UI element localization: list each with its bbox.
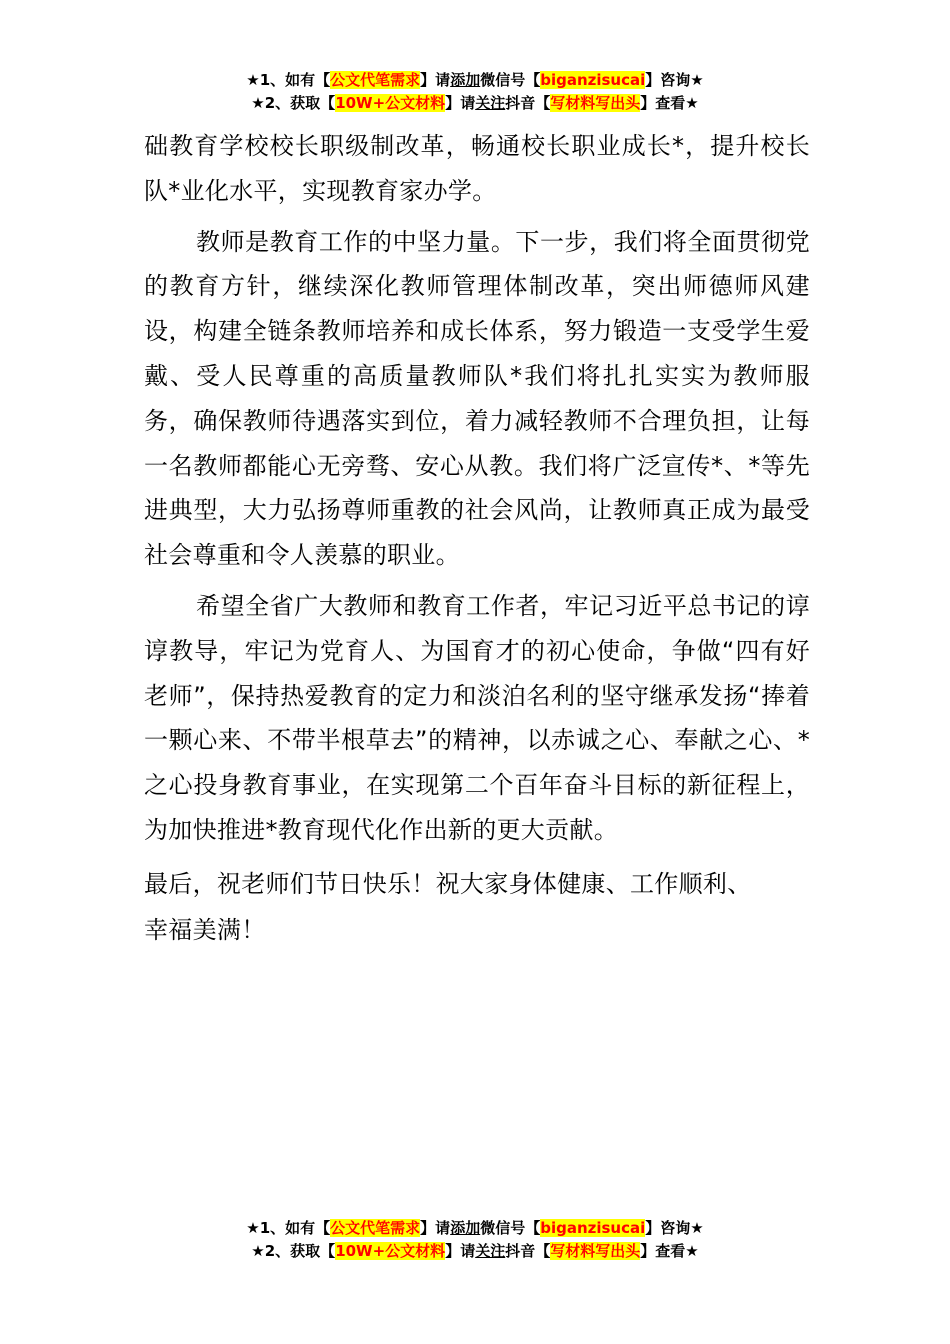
- highlight-wechat-id: biganzisucai: [540, 71, 646, 89]
- banner-text: 】查看★: [640, 94, 699, 112]
- document-body: [144, 124, 810, 953]
- banner-text: 】咨询★: [645, 1219, 704, 1237]
- highlight-douyin-account: 写材料写出头: [550, 94, 641, 112]
- footer-line-2: [0, 1240, 950, 1263]
- underlined-word: 关注: [475, 94, 506, 112]
- banner-text: 】请: [445, 1242, 476, 1260]
- closing-line-2: 幸福美满！: [144, 915, 266, 944]
- paragraph-1: 础教育学校校长职级制改革，畅通校长职业成长*，提升校长队*业化水平，实现教育家办学。: [144, 132, 810, 205]
- banner-line-1: [0, 69, 950, 92]
- footer-banner: [0, 1217, 950, 1263]
- banner-text: 】请: [420, 1219, 451, 1237]
- header-banner: [0, 69, 950, 115]
- banner-text: 】咨询★: [645, 71, 704, 89]
- underlined-word: 添加: [450, 71, 481, 89]
- underlined-word: 关注: [475, 1242, 506, 1260]
- paragraph-2: 教师是教育工作的中坚力量。下一步，我们将全面贯彻党的教育方针，继续深化教师管理体制改革，突出师德师风建设，构建全链条教师培养和成长体系，努力锻造一支受学生爱戴、受人民尊重的高质量教师队*我们将扎扎实实为教师服务，确保教师待遇落实到位，着力减轻教师不合理负担，让每一名教师都能心无旁骛、安心从教。我们将广泛宣传*、*等先进典型，大力弘扬尊师重教的社会风尚，让教师真正成为最受社会尊重和令人羡慕的职业。: [144, 227, 810, 570]
- closing-line-1: 最后，祝老师们节日快乐！祝大家身体健康、工作顺利、: [144, 869, 752, 898]
- banner-text: 】请: [420, 71, 451, 89]
- paragraph-3: 希望全省广大教师和教育工作者，牢记习近平总书记的谆谆教导，牢记为党育人、为国育才的初心使命，争做“四有好老师”，保持热爱教育的定力和淡泊名利的坚守继承发扬“捧着一颗心来、不带半根草去”的精神，以赤诚之心、奉献之心、*之心投身教育事业，在实现第二个百年奋斗目标的新征程上，为加快推进*教育现代化作出新的更大贡献。: [144, 591, 811, 844]
- banner-line-2: [0, 92, 950, 115]
- closing-paragraph: [144, 861, 810, 953]
- banner-text: ★1、如有【: [246, 71, 331, 89]
- highlight-materials: 10W+公文材料: [335, 94, 446, 112]
- highlight-wechat-id: biganzisucai: [540, 1219, 646, 1237]
- highlight-service: 公文代笔需求: [330, 1219, 421, 1237]
- banner-text: 微信号【: [480, 1219, 541, 1237]
- highlight-douyin-account: 写材料写出头: [550, 1242, 641, 1260]
- banner-text: ★2、获取【: [251, 94, 336, 112]
- banner-text: 抖音【: [505, 1242, 551, 1260]
- banner-text: 抖音【: [505, 94, 551, 112]
- highlight-materials: 10W+公文材料: [335, 1242, 446, 1260]
- banner-text: 微信号【: [480, 71, 541, 89]
- banner-text: 】查看★: [640, 1242, 699, 1260]
- underlined-word: 添加: [450, 1219, 481, 1237]
- banner-text: ★1、如有【: [246, 1219, 331, 1237]
- highlight-service: 公文代笔需求: [330, 71, 421, 89]
- footer-line-1: [0, 1217, 950, 1240]
- banner-text: ★2、获取【: [251, 1242, 336, 1260]
- banner-text: 】请: [445, 94, 476, 112]
